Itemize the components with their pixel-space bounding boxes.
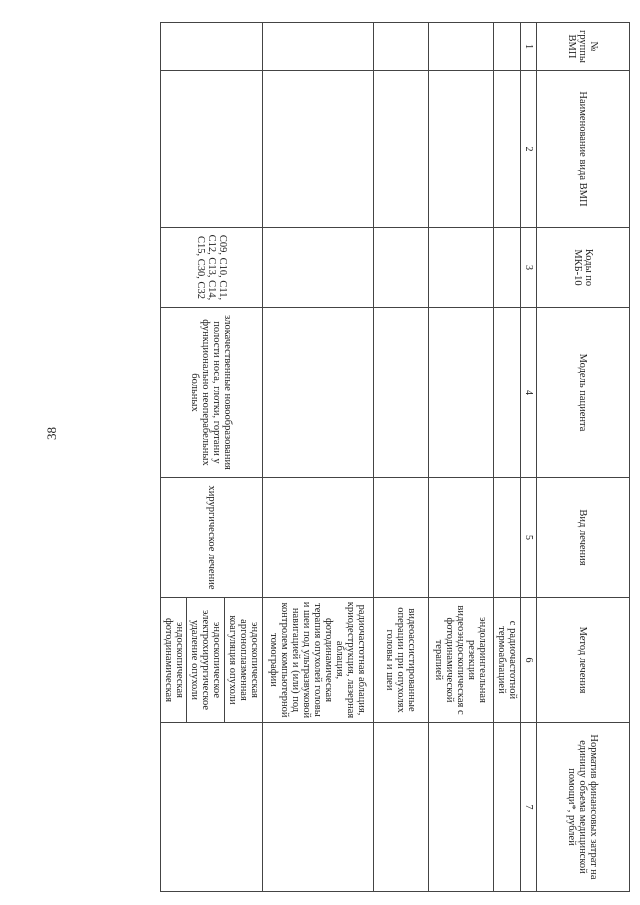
header-patient-model: Модель пациента <box>536 308 629 478</box>
vmp-table <box>160 22 630 892</box>
group-number-cell <box>493 23 520 71</box>
patient-model-cell <box>493 308 520 478</box>
patient-model-cell: злокачественные новообразования полости носа, глотки, гортани у функционально неоперабельных больных <box>161 308 263 478</box>
cost-norm-cell <box>428 723 493 892</box>
column-number: 3 <box>520 228 536 308</box>
group-number-cell <box>262 23 373 71</box>
column-number: 6 <box>520 598 536 723</box>
vmp-name-cell <box>262 71 373 228</box>
header-row <box>536 23 629 892</box>
table-frame <box>160 22 630 891</box>
cost-norm-cell <box>262 723 373 892</box>
header-vmp-name: Наименование вида ВМП <box>536 71 629 228</box>
icd-codes-cell <box>493 228 520 308</box>
group-number-cell <box>161 23 263 71</box>
treatment-type-cell: хирургическое лечение <box>161 478 263 598</box>
table-row <box>428 23 493 892</box>
column-number: 1 <box>520 23 536 71</box>
group-number-cell <box>374 23 429 71</box>
icd-codes-cell <box>374 228 429 308</box>
treatment-type-cell <box>262 478 373 598</box>
header-group-number: № группы ВМП <box>536 23 629 71</box>
column-number: 2 <box>520 71 536 228</box>
table-row <box>262 23 373 892</box>
header-treatment-method: Метод лечения <box>536 598 629 723</box>
treatment-type-cell <box>428 478 493 598</box>
group-number-cell <box>428 23 493 71</box>
treatment-method-cell: с радиочастотной термоаблацией <box>493 598 520 723</box>
treatment-method-cell: радиочастотная аблация, криодеструкция, лазерная аблация, фотодинамическая терапия опухолей головы и шеи под ультразвуковой навигацией и (или) под контролем компьютерной томографии <box>262 598 373 723</box>
header-treatment-type: Вид лечения <box>536 478 629 598</box>
column-number-row <box>520 23 536 892</box>
icd-codes-cell <box>262 228 373 308</box>
vmp-name-cell <box>374 71 429 228</box>
column-number: 4 <box>520 308 536 478</box>
treatment-method-cell: эндоскопическое электрохирургическое удаление опухоли <box>187 598 225 723</box>
table-row <box>493 23 520 892</box>
vmp-name-cell <box>161 71 263 228</box>
treatment-type-cell <box>493 478 520 598</box>
icd-codes-cell: C09, C10, C11, C12, C13, C14, C15, C30, C32 <box>161 228 263 308</box>
cost-norm-cell <box>493 723 520 892</box>
cost-norm-cell <box>374 723 429 892</box>
vmp-name-cell <box>493 71 520 228</box>
patient-model-cell <box>374 308 429 478</box>
patient-model-cell <box>262 308 373 478</box>
header-cost-norm: Норматив финансовых затрат на единицу объема медицинской помощи*, рублей <box>536 723 629 892</box>
cost-norm-cell <box>161 723 263 892</box>
treatment-type-cell <box>374 478 429 598</box>
header-icd-codes: Коды по МКБ-10 <box>536 228 629 308</box>
treatment-method-cell: видеоассистированные операции при опухолях головы и шеи <box>374 598 429 723</box>
vmp-name-cell <box>428 71 493 228</box>
treatment-method-cell: эндоскопическая аргоноплазменная коагуляция опухоли <box>225 598 263 723</box>
table-row <box>374 23 429 892</box>
treatment-method-cell: эндоларингеальная резекция видеоэндоскопическая с фотодинамической терапией <box>428 598 493 723</box>
table-row <box>225 23 263 892</box>
patient-model-cell <box>428 308 493 478</box>
icd-codes-cell <box>428 228 493 308</box>
page-number: 38 <box>44 427 59 440</box>
treatment-method-cell: эндоскопическая фотодинамическая <box>161 598 187 723</box>
column-number: 5 <box>520 478 536 598</box>
column-number: 7 <box>520 723 536 892</box>
